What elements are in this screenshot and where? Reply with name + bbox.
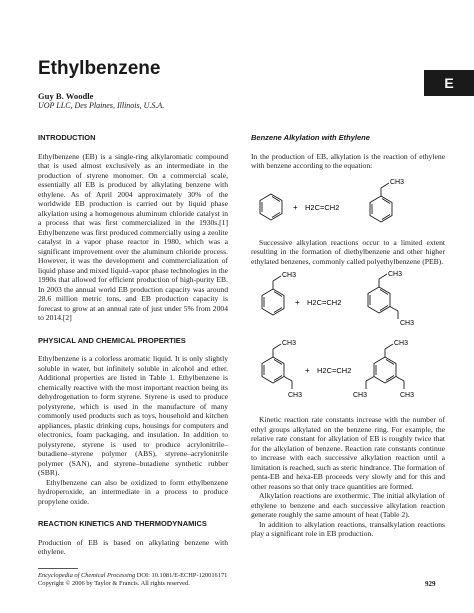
doi-text: DOI: 10.1081/E-ECHP-120016171 [135,572,228,579]
methyl-label: CH3 [390,178,405,186]
ethylene-formula: H2C=CH2 [307,298,342,307]
diethylbenzene-ring-icon [368,274,398,319]
journal-name: Encyclopedia of Chemical Processing [38,572,136,579]
ethylene-formula: H2C=CH2 [305,202,340,212]
physical-properties-heading: PHYSICAL AND CHEMICAL PROPERTIES [38,335,186,345]
reaction-diethylbenzene [251,269,445,329]
transalkylation-paragraph: In addition to alkylation reactions, transalkylation reactions play a significant role in EB production. [251,519,445,538]
methyl-label: CH3 [394,340,409,347]
page-footer [38,572,227,588]
plus-sign: + [293,202,298,212]
alkylation-intro: In the production of EB, alkylation is the reaction of ethylene with benzene according to the equation: [251,151,445,170]
kinetics-paragraph: Production of EB is based on alkylating benzene with ethylene. [38,537,228,556]
ethylbenzene-ring-icon [370,183,392,222]
diethylbenzene-ring-icon [262,344,292,389]
alkylation-heading: Benzene Alkylation with Ethylene [251,133,370,142]
right-column [251,133,445,539]
methyl-label: CH3 [282,340,297,347]
reaction-ethylbenzene [251,174,445,234]
benzene-ring-icon [260,194,282,220]
ethylene-formula: H2C=CH2 [317,366,352,375]
physical-paragraph-2: Ethylbenzene can also be oxidized to form ethylbenzene hydroperoxide, an intermediate in a process to produce propylene oxide. [38,477,228,506]
triethylbenzene-ring-icon [366,344,404,389]
author-affiliation: UOP LLC, Des Plaines, Illinois, U.S.A. [38,101,165,110]
copyright-text: Copyright © 2006 by Taylor & Francis. All rights reserved. [38,580,190,587]
kinetic-rate-paragraph: Kinetic reaction rate constants increase with the number of ethyl groups alkylated on the benzene ring. For example, the relative rate constant for alkylation of EB is roughly twice that for the alkylation of benzene. Reaction rate constants continue to increase with each successive alkylation reaction until a limitation is reached, such as steric hindrance. The formation of penta-EB and hexa-EB proceeds very slowly and for this and other reasons so that only trace quantities are formed. [251,415,445,491]
kinetics-heading: REACTION KINETICS AND THERMODYNAMICS [38,519,207,528]
polyalkylation-paragraph: Successive alkylation reactions occur to a limited extent resulting in the formation of diethylbenzene and other higher ethylated benzenes, commonly called polyethylbenzene (PEB). [251,237,445,266]
article-title: Ethylbenzene [38,58,161,79]
methyl-label: CH3 [400,320,415,327]
section-tab: E [424,70,474,96]
reaction-triethylbenzene [251,333,445,411]
methyl-label: CH3 [288,392,303,399]
methyl-label: CH3 [400,392,415,399]
exothermic-paragraph: Alkylation reactions are exothermic. The initial alkylation of ethylene to benzene and each successive alkylation reaction generate roughly the same amount of heat (Table 2). [251,491,445,519]
methyl-label: CH3 [388,271,403,278]
introduction-heading: INTRODUCTION [38,133,96,142]
methyl-label: CH3 [282,272,297,279]
footer-rule [38,568,78,569]
page-number: 929 [425,580,436,588]
plus-sign: + [295,298,300,307]
physical-paragraph-1: Ethylbenzene is a colorless aromatic liquid. It is only slightly soluble in water, but infinitely soluble in alcohol and ether. Additional properties are listed in Table 1. Ethylbenzene is chemically reactive with the most important reaction being its dehydrogenation to form styrene. Styrene is used to produce polystyrene, which is used in the manufacture of many commonly used products such as toys, household and kitchen appliances, plastic drinking cups, housings for computers and electronics, foam packaging, and insulation. In addition to polystyrene, styrene is used to produce acrylonitrile–butadiene–styrene polymer (ABS), styrene–acrylonitrile polymer (SAN), and styrene–butadiene synthetic rubber (SBR). [38,354,228,477]
plus-sign: + [305,366,310,375]
author-name: Guy B. Woodle [38,91,94,101]
ethylbenzene-ring-icon [262,276,284,315]
footer-citation [38,572,227,580]
introduction-paragraph: Ethylbenzene (EB) is a single-ring alkylaromatic compound that is used almost exclusively as an intermediate in the production of styrene monomer. On a commercial scale, essentially all EB is produced by alkylating benzene with ethylene. As of April 2004 approximately 30% of the worldwide EB production is carried out by liquid phase alkylation using a homogenous aluminum chloride catalyst in a process that was first commercialized in the 1930s.[1] Ethylbenzene was first produced commercially using a zeolite catalyst in a vapor phase reactor in 1980, which was a significant improvement over the aluminum chloride process. However, it was the development and commercialization of liquid phase and mixed liquid–vapor phase technologies in the 1990s that allowed for efficient production of high-purity EB. In 2003 the annual world EB production capacity was around 28.6 million metric tons, and EB production capacity is forecast to grow at an annual rate of just under 5% from 2004 to 2014.[2] [38,151,228,322]
methyl-label: CH3 [353,392,368,399]
left-column [38,133,228,557]
